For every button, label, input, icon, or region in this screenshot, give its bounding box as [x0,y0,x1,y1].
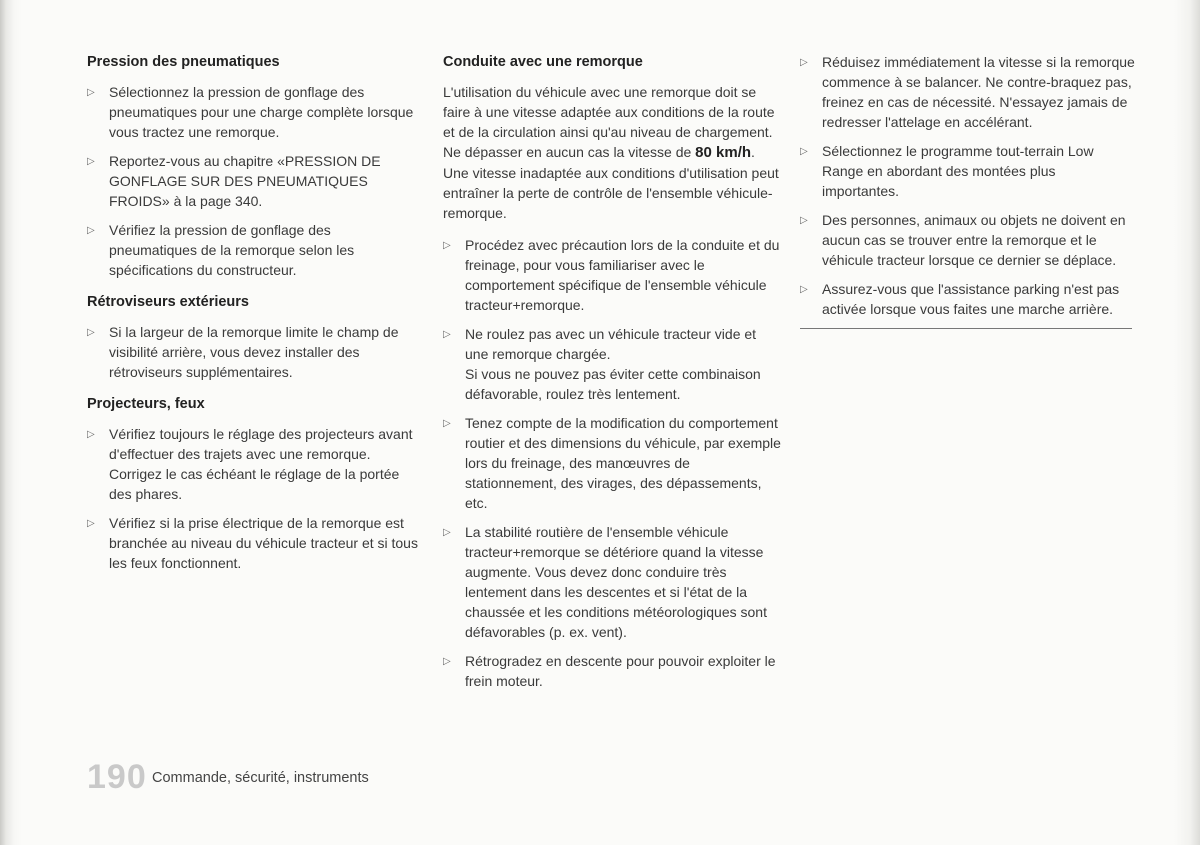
bullet-list [443,235,783,691]
binding-shadow [0,0,22,845]
triangle-right-icon: ▷ [87,225,95,236]
triangle-right-icon: ▷ [443,240,451,251]
triangle-right-icon: ▷ [87,327,95,338]
triangle-right-icon: ▷ [443,418,451,429]
list-item: ▷ Réduisez immédiatement la vitesse si la remorque commence à se balancer. Ne contre-braquez pas, freinez en cas de nécessité. N'essayez jamais de redresser l'attelage en accélérant. [800,54,1135,130]
section-tire-pressure [87,52,422,280]
triangle-right-icon: ▷ [800,284,808,295]
list-item: ▷ Reportez-vous au chapitre «PRESSION DE GONFLAGE SUR DES PNEUMATIQUES FROIDS» à la page 340. [87,153,381,209]
list-item: ▷ Ne roulez pas avec un véhicule tracteur vide et une remorque chargée. Si vous ne pouvez pas éviter cette combinaison défavorable, roulez très lentement. [443,326,761,402]
triangle-right-icon: ▷ [87,87,95,98]
list-item: ▷ Des personnes, animaux ou objets ne doivent en aucun cas se trouver entre la remorque et le véhicule tracteur lorsque ce dernier se déplace. [800,212,1126,268]
triangle-right-icon: ▷ [443,656,451,667]
bullet-list [87,82,422,280]
triangle-right-icon: ▷ [87,429,95,440]
list-item: ▷ Vérifiez toujours le réglage des projecteurs avant d'effectuer des trajets avec une remorque. Corrigez le cas échéant le réglage de la portée des phares. [87,426,413,502]
column-2 [443,52,783,700]
list-item: ▷ Vérifiez si la prise électrique de la remorque est branchée au niveau du véhicule tracteur et si tous les feux fonctionnent. [87,515,418,571]
list-item: ▷ Tenez compte de la modification du comportement routier et des dimensions du véhicule, par exemple lors du freinage, des manœuvres de stationnement, des virages, des dépassements, etc. [443,415,781,511]
list-item: ▷ Rétrogradez en descente pour pouvoir exploiter le frein moteur. [443,653,776,689]
section-heading: Rétroviseurs extérieurs [87,294,249,310]
list-item: ▷ Assurez-vous que l'assistance parking n'est pas activée lorsque vous faites une marche arrière. [800,281,1120,317]
column-1 [87,52,422,582]
list-item: ▷ La stabilité routière de l'ensemble véhicule tracteur+remorque se détériore quand la vitesse augmente. Vous devez donc conduire très lentement dans les descentes et si l'état de la chaussée et les conditions météorologiques sont défavorables (p. ex. vent). [443,524,767,640]
bullet-list [800,52,1135,319]
bullet-list [87,424,422,573]
section-lights [87,394,422,573]
intro-paragraph: L'utilisation du véhicule avec une remorque doit se faire à une vitesse adaptée aux conditions de la route et de la circulation ainsi qu'au niveau de chargement. Ne dépasser en aucun cas la vitesse de 80 km/h. Une vitesse inadaptée aux conditions d'utilisation peut entraîner la perte de contrôle de l'ensemble véhicule-remorque. [443,84,779,221]
triangle-right-icon: ▷ [800,215,808,226]
page-number: 190 [87,758,147,796]
chapter-title: Commande, sécurité, instruments [152,770,369,786]
triangle-right-icon: ▷ [87,518,95,529]
section-mirrors [87,292,422,382]
column-3 [800,52,1135,329]
section-heading: Projecteurs, feux [87,396,205,412]
triangle-right-icon: ▷ [800,146,808,157]
section-heading: Pression des pneumatiques [87,54,280,70]
page-edge-shadow [1174,0,1200,845]
speed-limit: 80 km/h [695,144,752,161]
triangle-right-icon: ▷ [443,527,451,538]
list-item: ▷ Sélectionnez la pression de gonflage des pneumatiques pour une charge complète lorsque vous tractez une remorque. [87,84,414,140]
list-item: ▷ Si la largeur de la remorque limite le champ de visibilité arrière, vous devez installer des rétroviseurs supplémentaires. [87,324,399,380]
triangle-right-icon: ▷ [443,329,451,340]
section-heading: Conduite avec une remorque [443,54,643,70]
bullet-list [87,322,422,382]
triangle-right-icon: ▷ [87,156,95,167]
triangle-right-icon: ▷ [800,57,808,68]
list-item: ▷ Vérifiez la pression de gonflage des pneumatiques de la remorque selon les spécifications du constructeur. [87,222,355,278]
list-item: ▷ Procédez avec précaution lors de la conduite et du freinage, pour vous familiariser avec le comportement spécifique de l'ensemble véhicule tracteur+remorque. [443,237,780,313]
section-divider [800,328,1132,329]
list-item: ▷ Sélectionnez le programme tout-terrain Low Range en abordant des montées plus importantes. [800,143,1094,199]
